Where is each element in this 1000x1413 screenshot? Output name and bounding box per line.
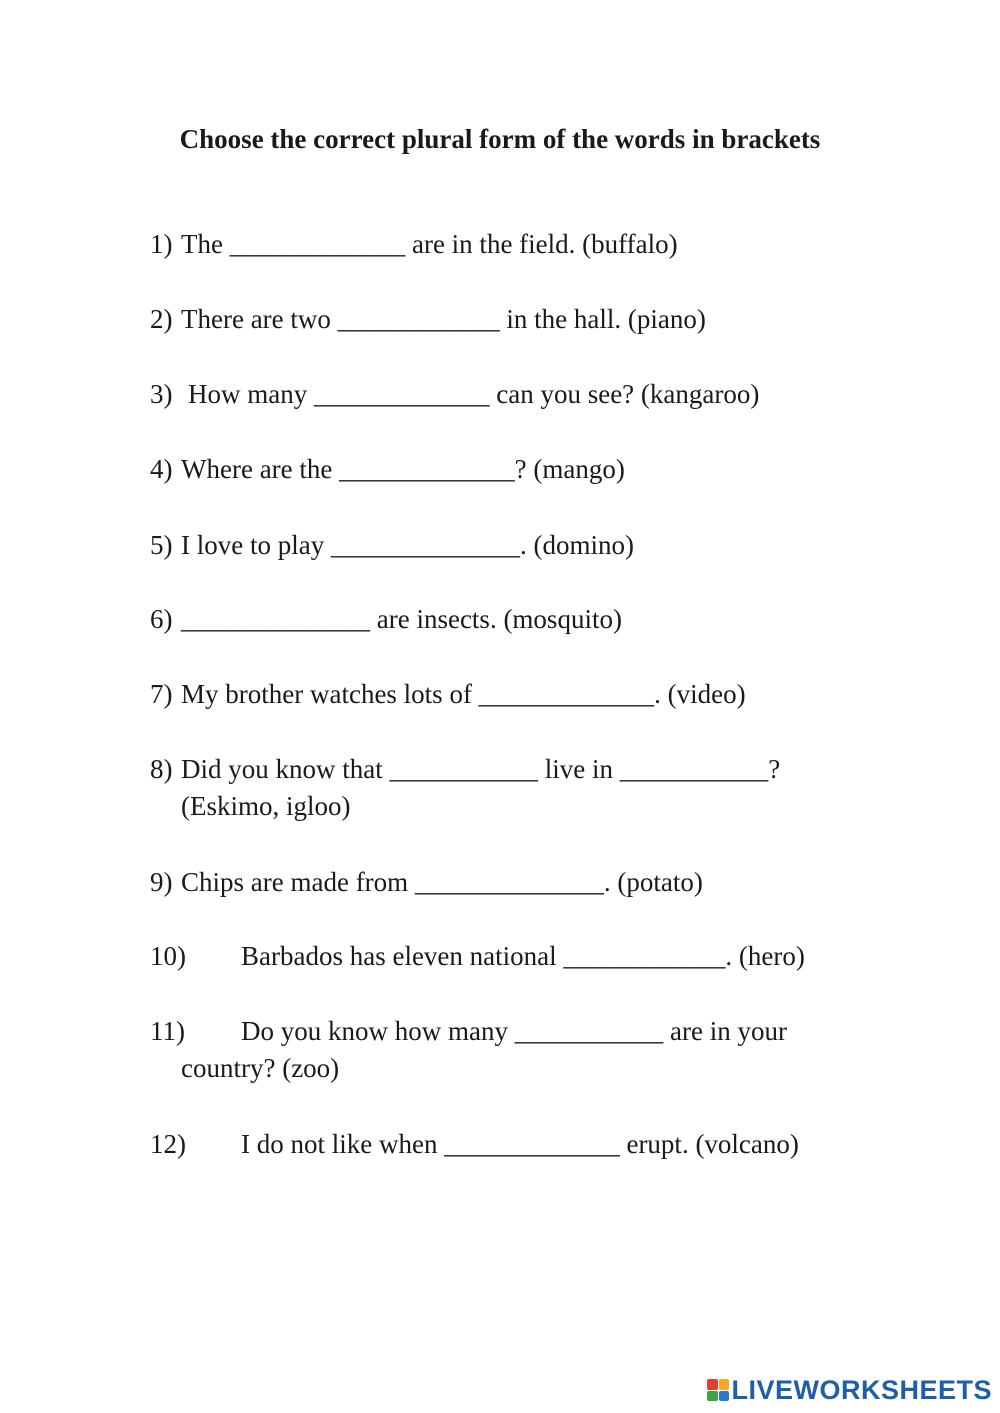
question-text: Where are the _____________? (mango) [181,454,625,484]
question-number: 8) [150,754,173,784]
question-number: 1) [150,229,173,259]
question-text: How many _____________ can you see? (kangaroo) [188,379,760,409]
question-number: 2) [150,304,173,334]
worksheet-title: Choose the correct plural form of the words in brackets [179,124,821,154]
question-text: Did you know that ___________ live in ___________? [181,754,781,784]
question-text-continued: country? (zoo) [181,1053,340,1083]
question-number: 5) [150,530,173,560]
question-3 [150,376,759,413]
question-text: I do not like when _____________ erupt. (volcano) [241,1129,799,1159]
question-4 [150,451,625,488]
question-number: 10) [150,941,186,971]
question-number: 6) [150,604,173,634]
question-text: Chips are made from ______________. (potato) [181,867,703,897]
question-text: I love to play ______________. (domino) [181,530,634,560]
question-text: My brother watches lots of _____________. (video) [181,679,746,709]
question-text: Do you know how many ___________ are in your [241,1016,787,1046]
question-number: 4) [150,454,173,484]
logo-text: LIVEWORKSHEETS [731,1374,992,1405]
question-10 [150,938,805,975]
question-number: 7) [150,679,173,709]
question-text: Barbados has eleven national ____________. (hero) [241,941,805,971]
question-7 [150,676,746,713]
question-number: 12) [150,1129,186,1159]
question-8 [150,751,780,825]
question-5 [150,527,634,564]
question-text: The _____________ are in the field. (buffalo) [181,229,678,259]
question-12 [150,1126,799,1163]
logo-mark-icon [707,1379,729,1401]
question-text: There are two ____________ in the hall. (piano) [181,304,706,334]
question-text-continued: (Eskimo, igloo) [181,791,351,821]
question-6 [150,601,622,638]
question-text: ______________ are insects. (mosquito) [181,604,622,634]
question-2 [150,301,706,338]
question-9 [150,864,703,901]
question-11 [150,1013,787,1087]
question-number: 9) [150,867,173,897]
liveworksheets-logo [707,1375,992,1405]
question-1 [150,226,678,263]
question-number: 3) [150,379,173,409]
question-number: 11) [150,1016,185,1046]
